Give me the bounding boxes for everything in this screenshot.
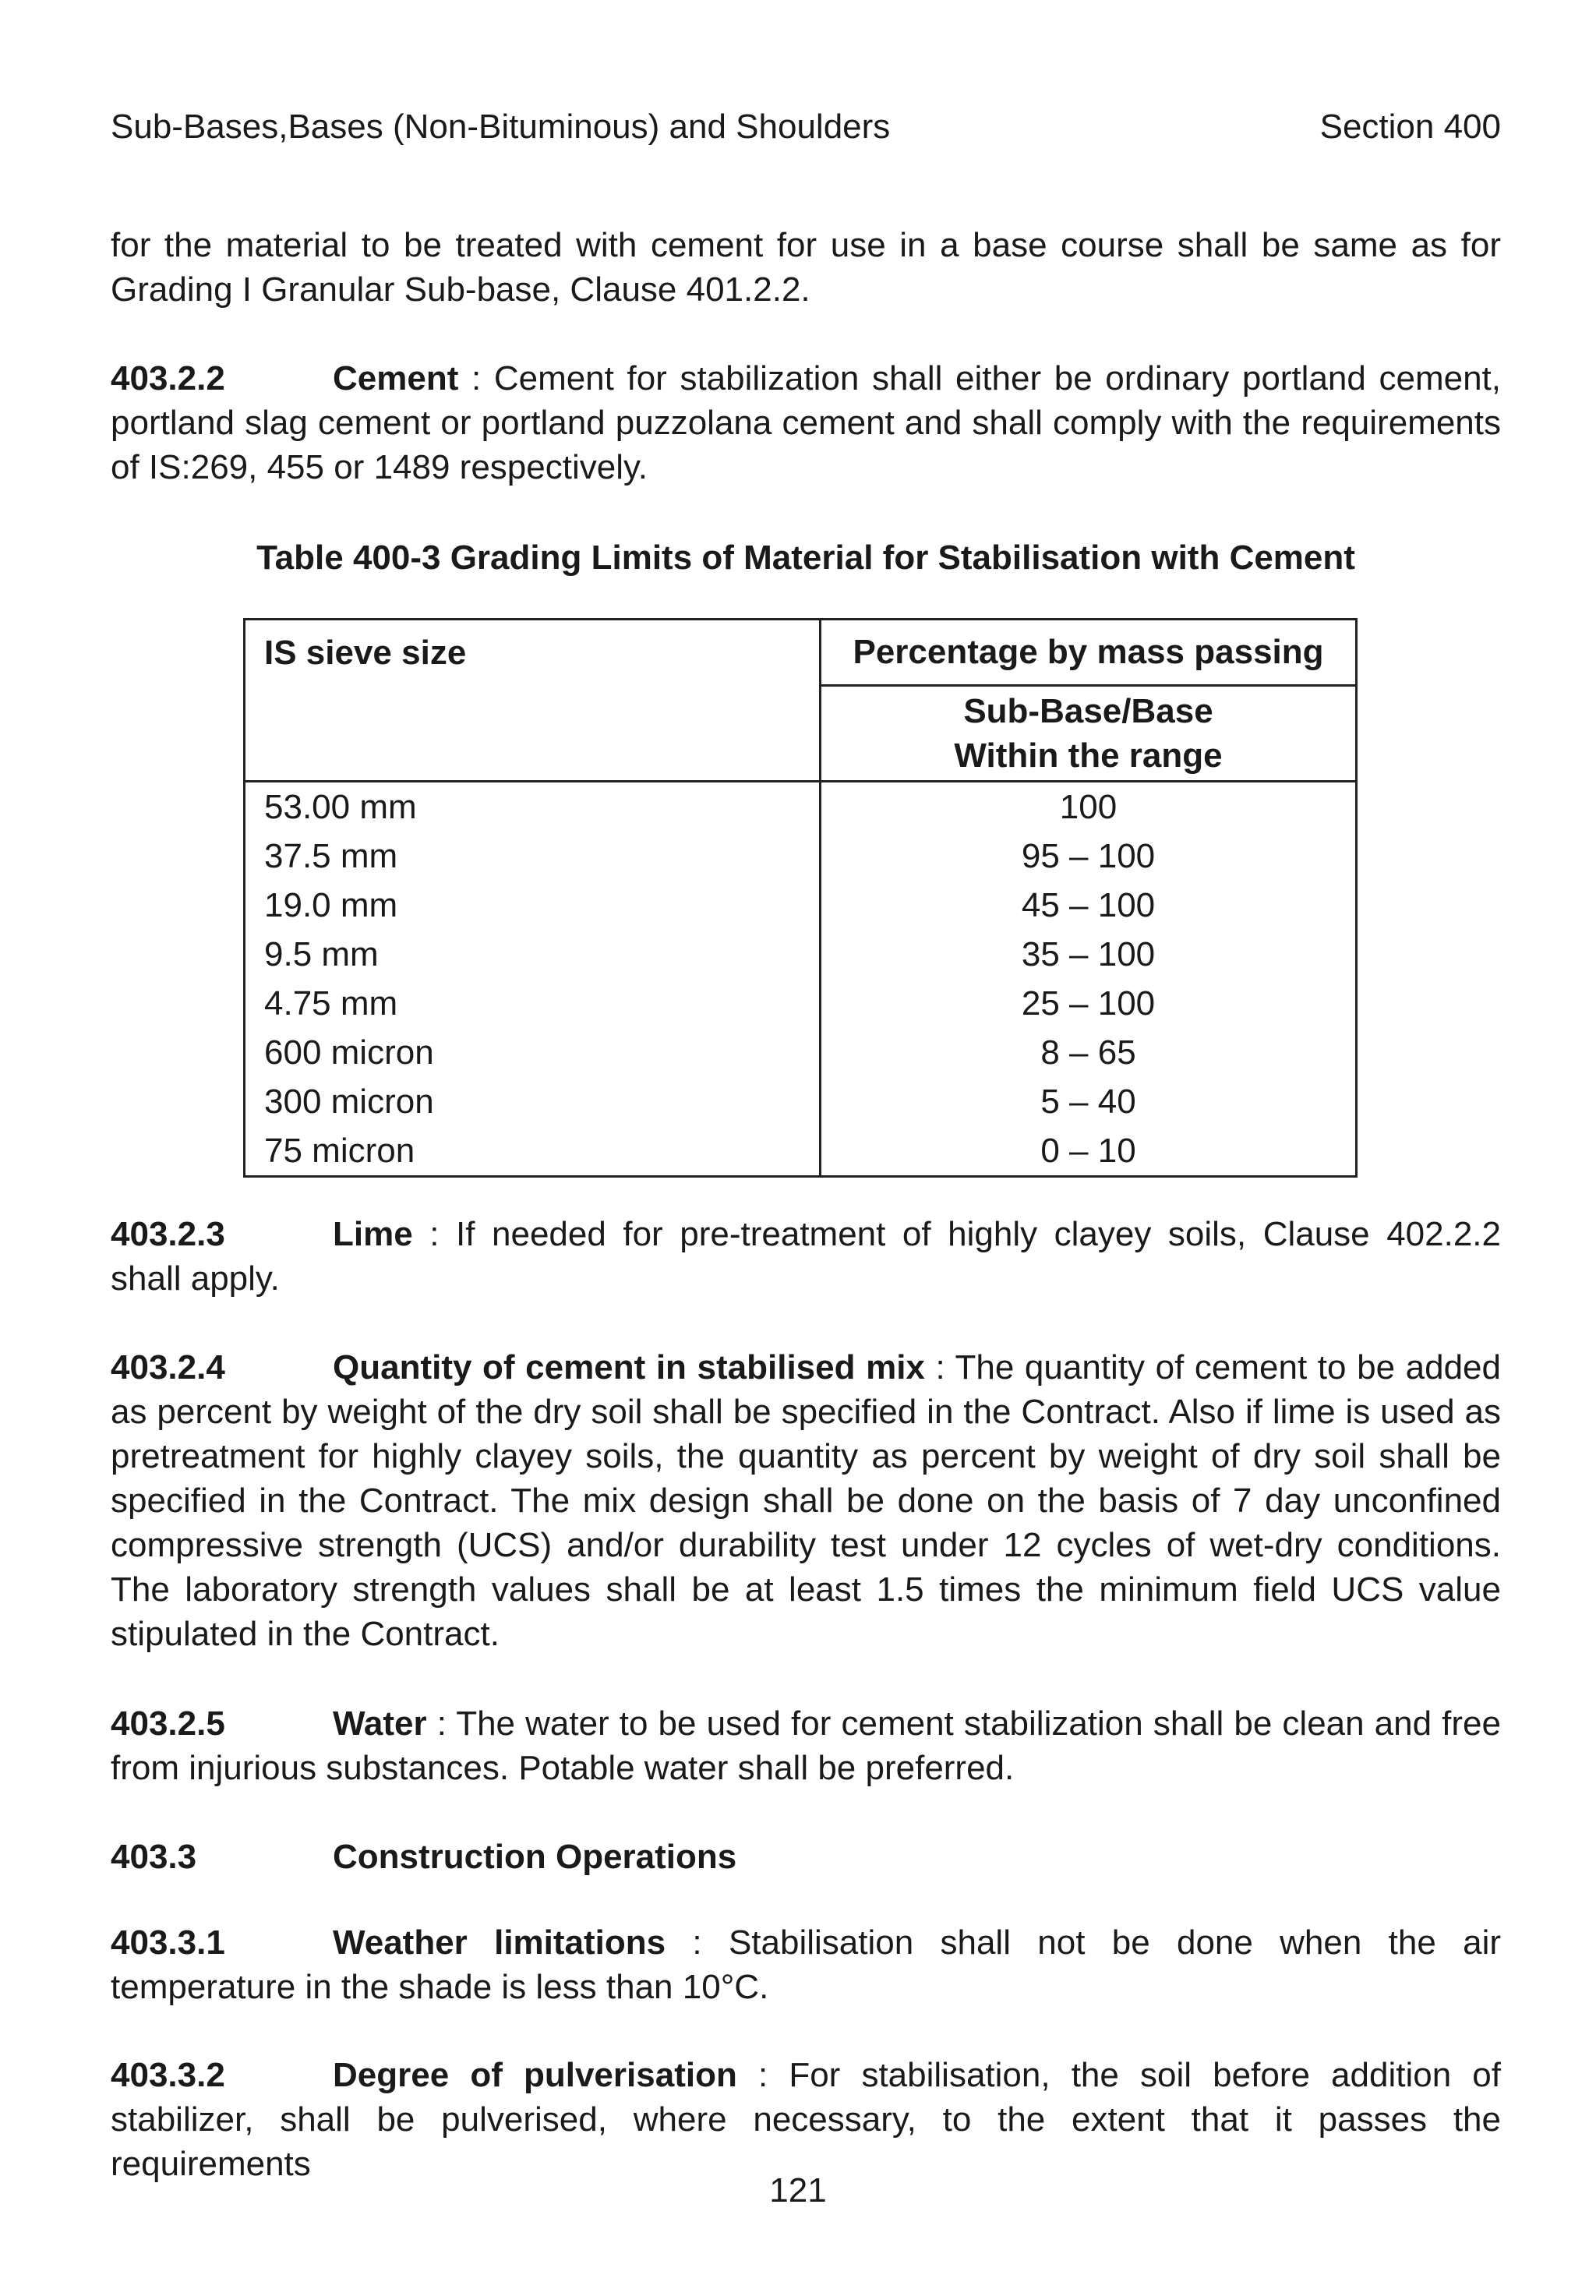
table-row [245,881,1357,930]
subbase-base-header [821,686,1357,782]
table-row [245,1077,1357,1126]
percentage-range-cell: 5 – 40 [821,1077,1357,1126]
percentage-header: Percentage by mass passing [821,620,1357,686]
clause-403-2-5 [111,1701,1501,1790]
clause-number: 403.2.5 [111,1704,225,1743]
table-header-row [245,620,1357,686]
intro-paragraph: for the material to be treated with cement for use in a base course shall be same as for Grading I Granular Sub-base, Clause 401.2.2. [111,226,1501,309]
subbase-base-label: Sub-Base/Base [963,692,1213,730]
percentage-range-cell: 35 – 100 [821,930,1357,979]
sieve-size-cell: 19.0 mm [245,881,821,930]
clause-title: Cement [333,359,459,397]
percentage-range-cell: 100 [821,782,1357,832]
header-title: Sub-Bases,Bases (Non-Bituminous) and Shoulders [111,108,891,146]
running-header [111,108,1501,147]
clause-number: 403.2.2 [111,359,225,397]
clause-text: : Cement for stabilization shall either be ordinary portland cement, portland slag cement or portland puzzolana cement and shall comply with the requirements of IS:269, 455 or 1489 respectively. [111,359,1501,486]
clause-403-3 [111,1835,1501,1879]
clause-title: Degree of pulverisation [333,2056,737,2094]
table-row [245,832,1357,881]
clause-text: : The quantity of cement to be added as percent by weight of the dry soil shall be specified in the Contract. Also if lime is used as pretreatment for highly clayey soils, the quantity as percent by weight of dry soil shall be specified in the Contract. The mix design shall be done on the basis of 7 day unconfined compressive strength (UCS) and/or durability test under 12 cycles of wet-dry conditions. The laboratory strength values shall be at least 1.5 times the minimum field UCS value stipulated in the Contract. [111,1348,1501,1653]
clause-title: Construction Operations [333,1838,737,1876]
percentage-range-cell: 45 – 100 [821,881,1357,930]
table-row [245,782,1357,832]
sieve-size-header: IS sieve size [245,620,821,686]
sieve-size-cell: 600 micron [245,1028,821,1077]
sieve-size-cell: 53.00 mm [245,782,821,832]
clause-number: 403.3 [111,1838,197,1876]
page-number: 121 [769,2171,827,2209]
clause-title: Weather limitations [333,1923,666,1962]
clause-number: 403.2.3 [111,1215,225,1253]
clause-403-2-4 [111,1345,1501,1656]
sieve-size-cell: 9.5 mm [245,930,821,979]
clause-title: Water [333,1704,427,1743]
clause-number: 403.3.1 [111,1923,225,1962]
percentage-range-cell: 95 – 100 [821,832,1357,881]
sieve-size-cell: 4.75 mm [245,979,821,1028]
sieve-size-cell: 300 micron [245,1077,821,1126]
clause-number: 403.2.4 [111,1348,225,1386]
table-caption: Table 400-3 Grading Limits of Material for Stabilisation with Cement [256,539,1355,577]
table-row [245,1126,1357,1177]
table-row [245,979,1357,1028]
sieve-size-cell: 37.5 mm [245,832,821,881]
clause-text: : If needed for pre-treatment of highly clayey soils, Clause 402.2.2 shall apply. [111,1215,1501,1298]
clause-title: Lime [333,1215,413,1253]
clause-403-3-1 [111,1920,1501,2009]
percentage-range-cell: 25 – 100 [821,979,1357,1028]
sieve-size-cell: 75 micron [245,1126,821,1177]
clause-text: : Stabilisation shall not be done when the air temperature in the shade is less than 10°C. [111,1923,1502,2006]
percentage-range-cell: 0 – 10 [821,1126,1357,1177]
table-row [245,1028,1357,1077]
clause-title: Quantity of cement in stabilised mix [333,1348,925,1386]
clause-403-2-3 [111,1212,1501,1301]
percentage-range-cell: 8 – 65 [821,1028,1357,1077]
clause-text: : The water to be used for cement stabilization shall be clean and free from injurious substances. Potable water shall be preferred. [111,1704,1501,1787]
clause-text: : For stabilisation, the soil before addition of stabilizer, shall be pulverised, where necessary, to the extent that it passes the requirements [111,2056,1501,2183]
header-section: Section 400 [1319,108,1501,146]
clause-403-3-2 [111,2053,1501,2186]
table-row [245,930,1357,979]
grading-table [243,618,1358,1178]
table-body [245,782,1357,1177]
clause-403-2-2 [111,356,1501,489]
within-range-label: Within the range [954,736,1223,775]
sieve-size-header-blank [245,686,821,782]
clause-number: 403.3.2 [111,2056,225,2094]
table-subheader-row [245,686,1357,782]
